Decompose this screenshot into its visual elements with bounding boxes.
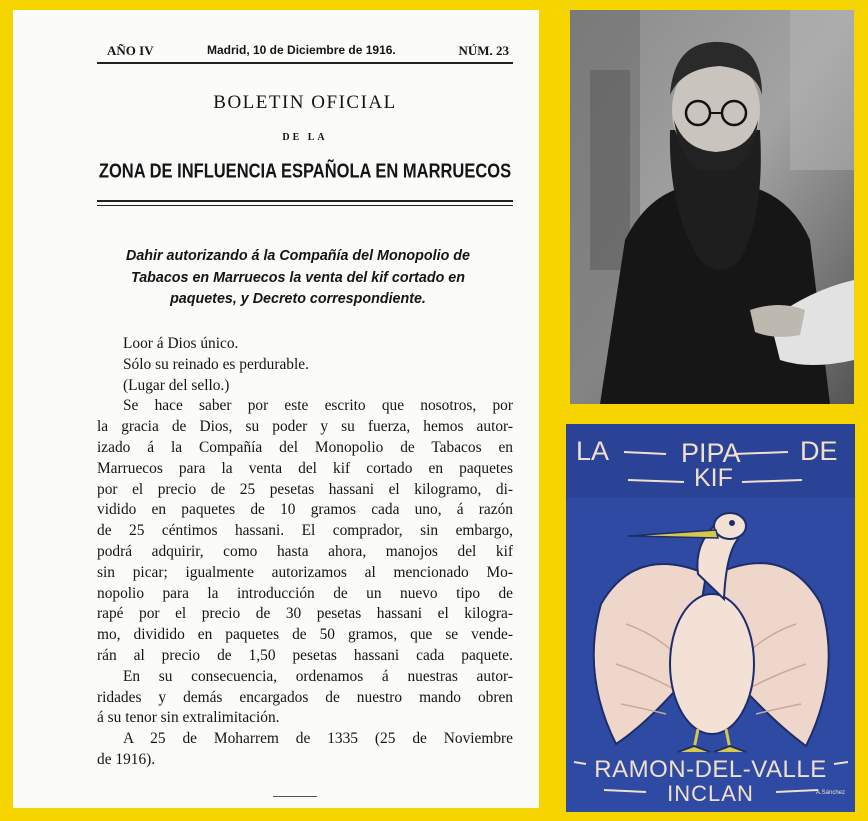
body-line: (Lugar del sello.): [123, 376, 230, 394]
cover-author-line2: INCLAN: [667, 781, 754, 806]
bulletin-title-connector: DE LA: [282, 132, 328, 143]
end-rule: [273, 796, 317, 797]
body-line: Se hace saber por este escrito que nosotros, por: [123, 397, 513, 415]
body-line: podrá adquirir, como hasta ahora, manojos del kif: [97, 542, 513, 560]
title-divider: [97, 200, 513, 206]
body-line: nopolio para la introducción de un nuevo tipo de: [97, 584, 513, 602]
cover-title-la: LA: [576, 436, 610, 466]
dahir-line: Tabacos en Marruecos la venta del kif cortado en: [131, 269, 465, 286]
masthead: [97, 40, 513, 64]
body-line: Marruecos para la venta del kif cortado en paquetes: [97, 459, 513, 477]
dahir-heading: [83, 246, 513, 311]
cover-author-line1: RAMON-DEL-VALLE: [594, 756, 827, 783]
body-line: En su consecuencia, ordenamos á nuestras autor-: [123, 667, 513, 685]
masthead-date: Madrid, 10 de Diciembre de 1916.: [207, 43, 396, 57]
body-line: á su tenor sin extralimitación.: [97, 709, 280, 727]
body-line: vidido en paquetes de 10 gramos cada uno, á razón: [97, 501, 513, 519]
book-cover: [566, 424, 855, 812]
body-line: la gracia de Dios, su poder y su fuerza, hemos autor-: [97, 418, 513, 436]
cover-title-de: DE: [800, 436, 838, 466]
dahir-line: paquetes, y Decreto correspondiente.: [170, 291, 426, 307]
body-line: por el precio de 25 pesetas hassani el kilogramo, di-: [97, 480, 513, 498]
masthead-year: AÑO IV: [107, 43, 154, 58]
body-line: mo, dividido en paquetes de 50 gramos, que se vende-: [97, 626, 513, 644]
body-line: ridades y demás encargados de nuestro mando obren: [97, 688, 513, 706]
bulletin-subtitle: ZONA DE INFLUENCIA ESPAÑOLA EN MARRUECOS: [98, 160, 512, 183]
body-line: izado á la Compañía del Monopolio de Tabacos en: [97, 438, 513, 456]
bulletin-title: BOLETIN OFICIAL: [213, 92, 397, 113]
body-line: rán al precio de 1,50 pesetas hassani cada paquete.: [97, 646, 513, 664]
body-line: sin picar; igualmente autorizamos al mencionado Mo-: [97, 563, 513, 581]
cover-title-kif: KIF: [694, 464, 733, 492]
body-line: de 25 céntimos hassani. El comprador, sin embargo,: [97, 522, 513, 540]
body-line: de 1916).: [97, 750, 156, 768]
body-line: Loor á Dios único.: [123, 335, 239, 352]
masthead-number: NÚM. 23: [458, 43, 509, 58]
dahir-line: Dahir autorizando á la Compañía del Monopolio de: [126, 248, 470, 264]
body-line: Sólo su reinado es perdurable.: [123, 355, 309, 373]
decree-body: [97, 334, 513, 771]
bulletin-document: [13, 10, 539, 808]
cover-title-pipa: PIPA: [681, 438, 741, 468]
body-line: rapé por el precio de 30 pesetas hassani el kilogra-: [97, 605, 513, 623]
cover-illustrator-signature: A.Sánchez: [816, 790, 846, 796]
portrait-illustration: [570, 10, 854, 404]
body-line: A 25 de Moharrem de 1335 (25 de Noviembre: [123, 730, 513, 748]
author-portrait-photo: [570, 10, 854, 404]
